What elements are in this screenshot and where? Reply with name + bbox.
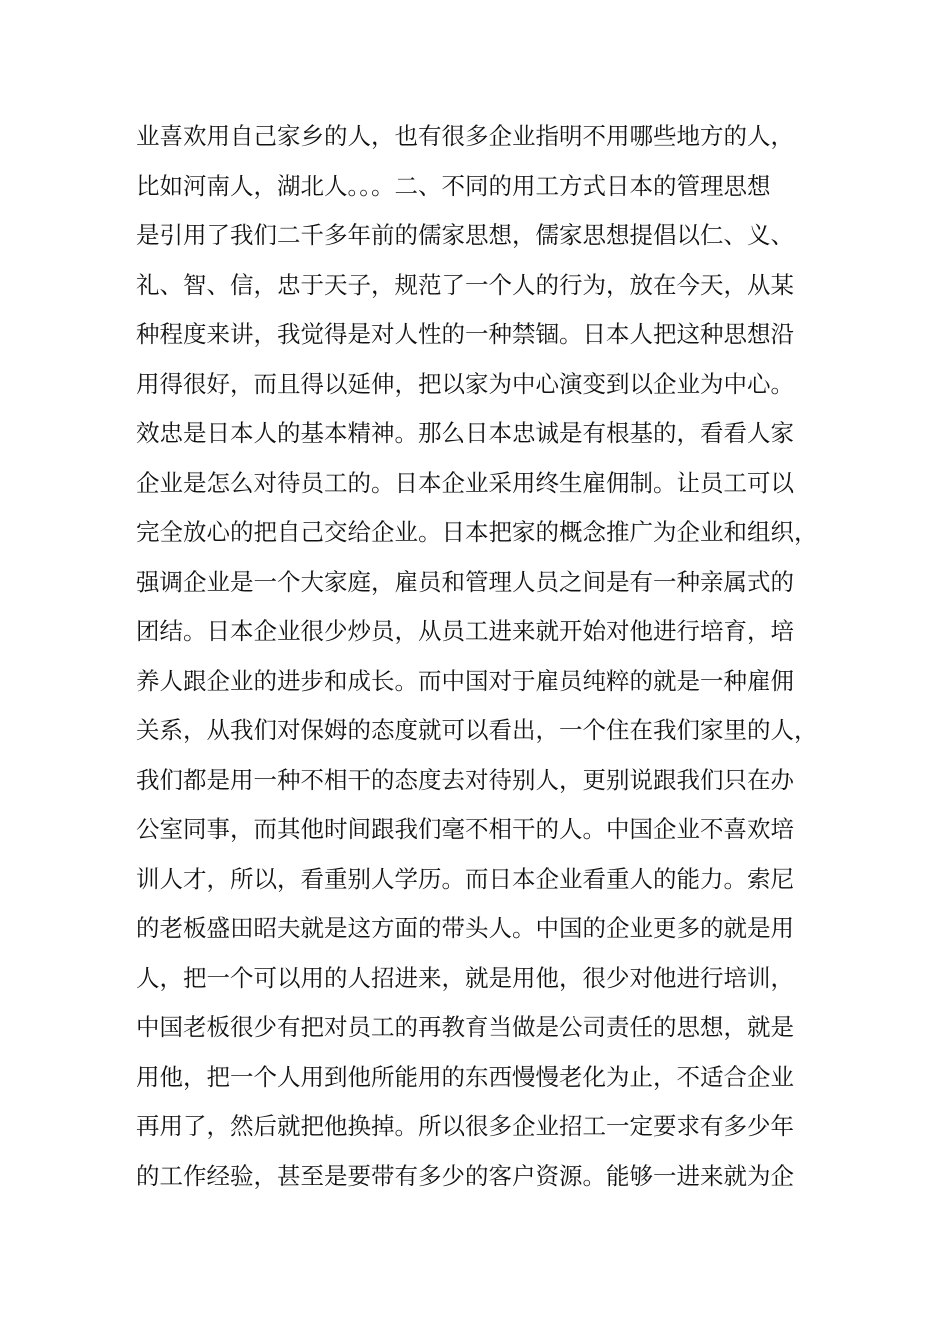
text-line: 用他，把一个人用到他所能用的东西慢慢老化为止，不适合企业 [136,1062,794,1091]
text-line: 团结。日本企业很少炒员，从员工进来就开始对他进行培育，培 [136,617,794,645]
text-line: 企业是怎么对待员工的。日本企业采用终生雇佣制。让员工可以 [136,468,794,497]
text-line: 的老板盛田昭夫就是这方面的带头人。中国的企业更多的就是用 [136,914,794,942]
text-line: 用得很好，而且得以延伸，把以家为中心演变到以企业为中心。 [136,369,794,398]
text-line: 效忠是日本人的基本精神。那么日本忠诚是有根基的，看看人家 [136,419,794,447]
text-line: 是引用了我们二千多年前的儒家思想，儒家思想提倡以仁、义、 [136,221,794,249]
text-line: 我们都是用一种不相干的态度去对待别人，更别说跟我们只在办 [136,765,794,794]
text-line: 人，把一个可以用的人招进来，就是用他，很少对他进行培训， [136,963,794,992]
text-line: 养人跟企业的进步和成长。而中国对于雇员纯粹的就是一种雇佣 [136,666,794,695]
text-line: 礼、智、信，忠于天子，规范了一个人的行为，放在今天，从某 [136,270,794,299]
body-text [136,112,816,1201]
text-line: 中国老板很少有把对员工的再教育当做是公司责任的思想，就是 [136,1013,794,1041]
text-line: 关系，从我们对保姆的态度就可以看出，一个住在我们家里的人， [136,716,818,744]
text-line: 公室同事，而其他时间跟我们毫不相干的人。中国企业不喜欢培 [136,815,794,843]
text-line: 比如河南人，湖北人。。。二、不同的用工方式日本的管理思想 [136,171,771,200]
text-line: 种程度来讲，我觉得是对人性的一种禁锢。日本人把这种思想沿 [136,320,794,348]
text-line: 完全放心的把自己交给企业。日本把家的概念推广为企业和组织， [136,518,818,546]
text-line: 再用了，然后就把他换掉。所以很多企业招工一定要求有多少年 [136,1112,794,1140]
text-line: 的工作经验，甚至是要带有多少的客户资源。能够一进来就为企 [136,1161,794,1190]
text-line: 训人才，所以，看重别人学历。而日本企业看重人的能力。索尼 [136,864,794,893]
text-line: 业喜欢用自己家乡的人，也有很多企业指明不用哪些地方的人， [136,122,794,150]
text-line: 强调企业是一个大家庭，雇员和管理人员之间是有一种亲属式的 [136,567,794,596]
